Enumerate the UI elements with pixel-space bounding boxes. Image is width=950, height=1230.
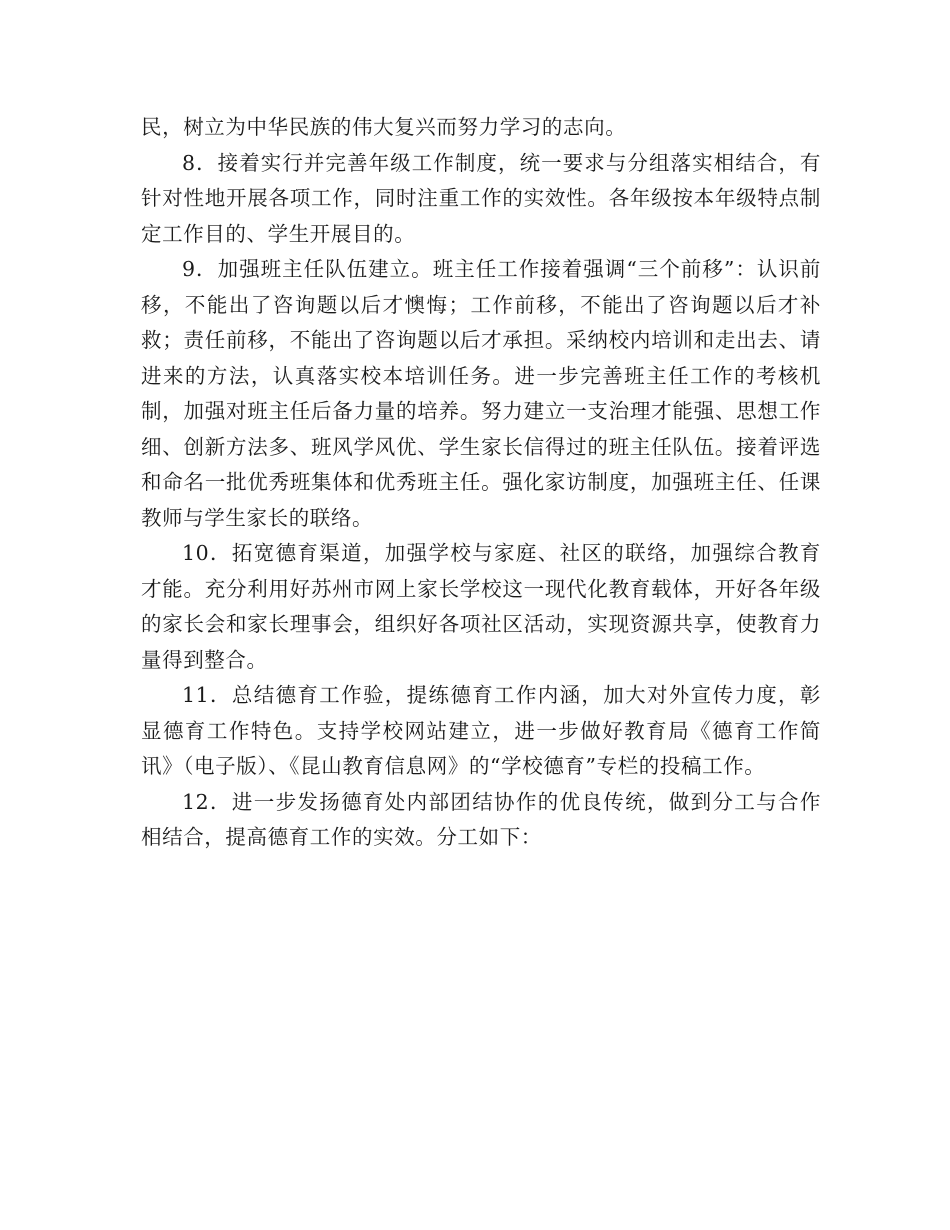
- paragraph-item-11: 11．总结德育工作验，提练德育工作内涵，加大对外宣传力度，彰显德育工作特色。支持学校网站建立，进一步做好教育局《德育工作简讯》（电子版）、《昆山教育信息网》的“学校德育”专栏的投稿工作。: [141, 683, 821, 778]
- document-body: [141, 110, 821, 856]
- paragraph-item-10: 10．拓宽德育渠道，加强学校与家庭、社区的联络，加强综合教育才能。充分利用好苏州市网上家长学校这一现代化教育载体，开好各年级的家长会和家长理事会，组织好各项社区活动，实现资源共享，使教育力量得到整合。: [141, 541, 821, 672]
- paragraph-item-8: 8．接着实行并完善年级工作制度，统一要求与分组落实相结合，有针对性地开展各项工作，同时注重工作的实效性。各年级按本年级特点制定工作目的、学生开展目的。: [141, 150, 821, 246]
- paragraph-continuation: 民，树立为中华民族的伟大复兴而努力学习的志向。: [141, 115, 627, 139]
- paragraph-item-12: 12．进一步发扬德育处内部团结协作的优良传统，做到分工与合作相结合，提高德育工作的实效。分工如下：: [141, 789, 821, 849]
- paragraph-item-9: 9．加强班主任队伍建立。班主任工作接着强调“三个前移”：认识前移，不能出了咨询题以后才懊悔；工作前移，不能出了咨询题以后才补救；责任前移，不能出了咨询题以后才承担。采纳校内培训和走出去、请进来的方法，认真落实校本培训任务。进一步完善班主任工作的考核机制，加强对班主任后备力量的培养。努力建立一支治理才能强、思想工作细、创新方法多、班风学风优、学生家长信得过的班主任队伍。接着评选和命名一批优秀班集体和优秀班主任。强化家访制度，加强班主任、任课教师与学生家长的联络。: [141, 257, 821, 530]
